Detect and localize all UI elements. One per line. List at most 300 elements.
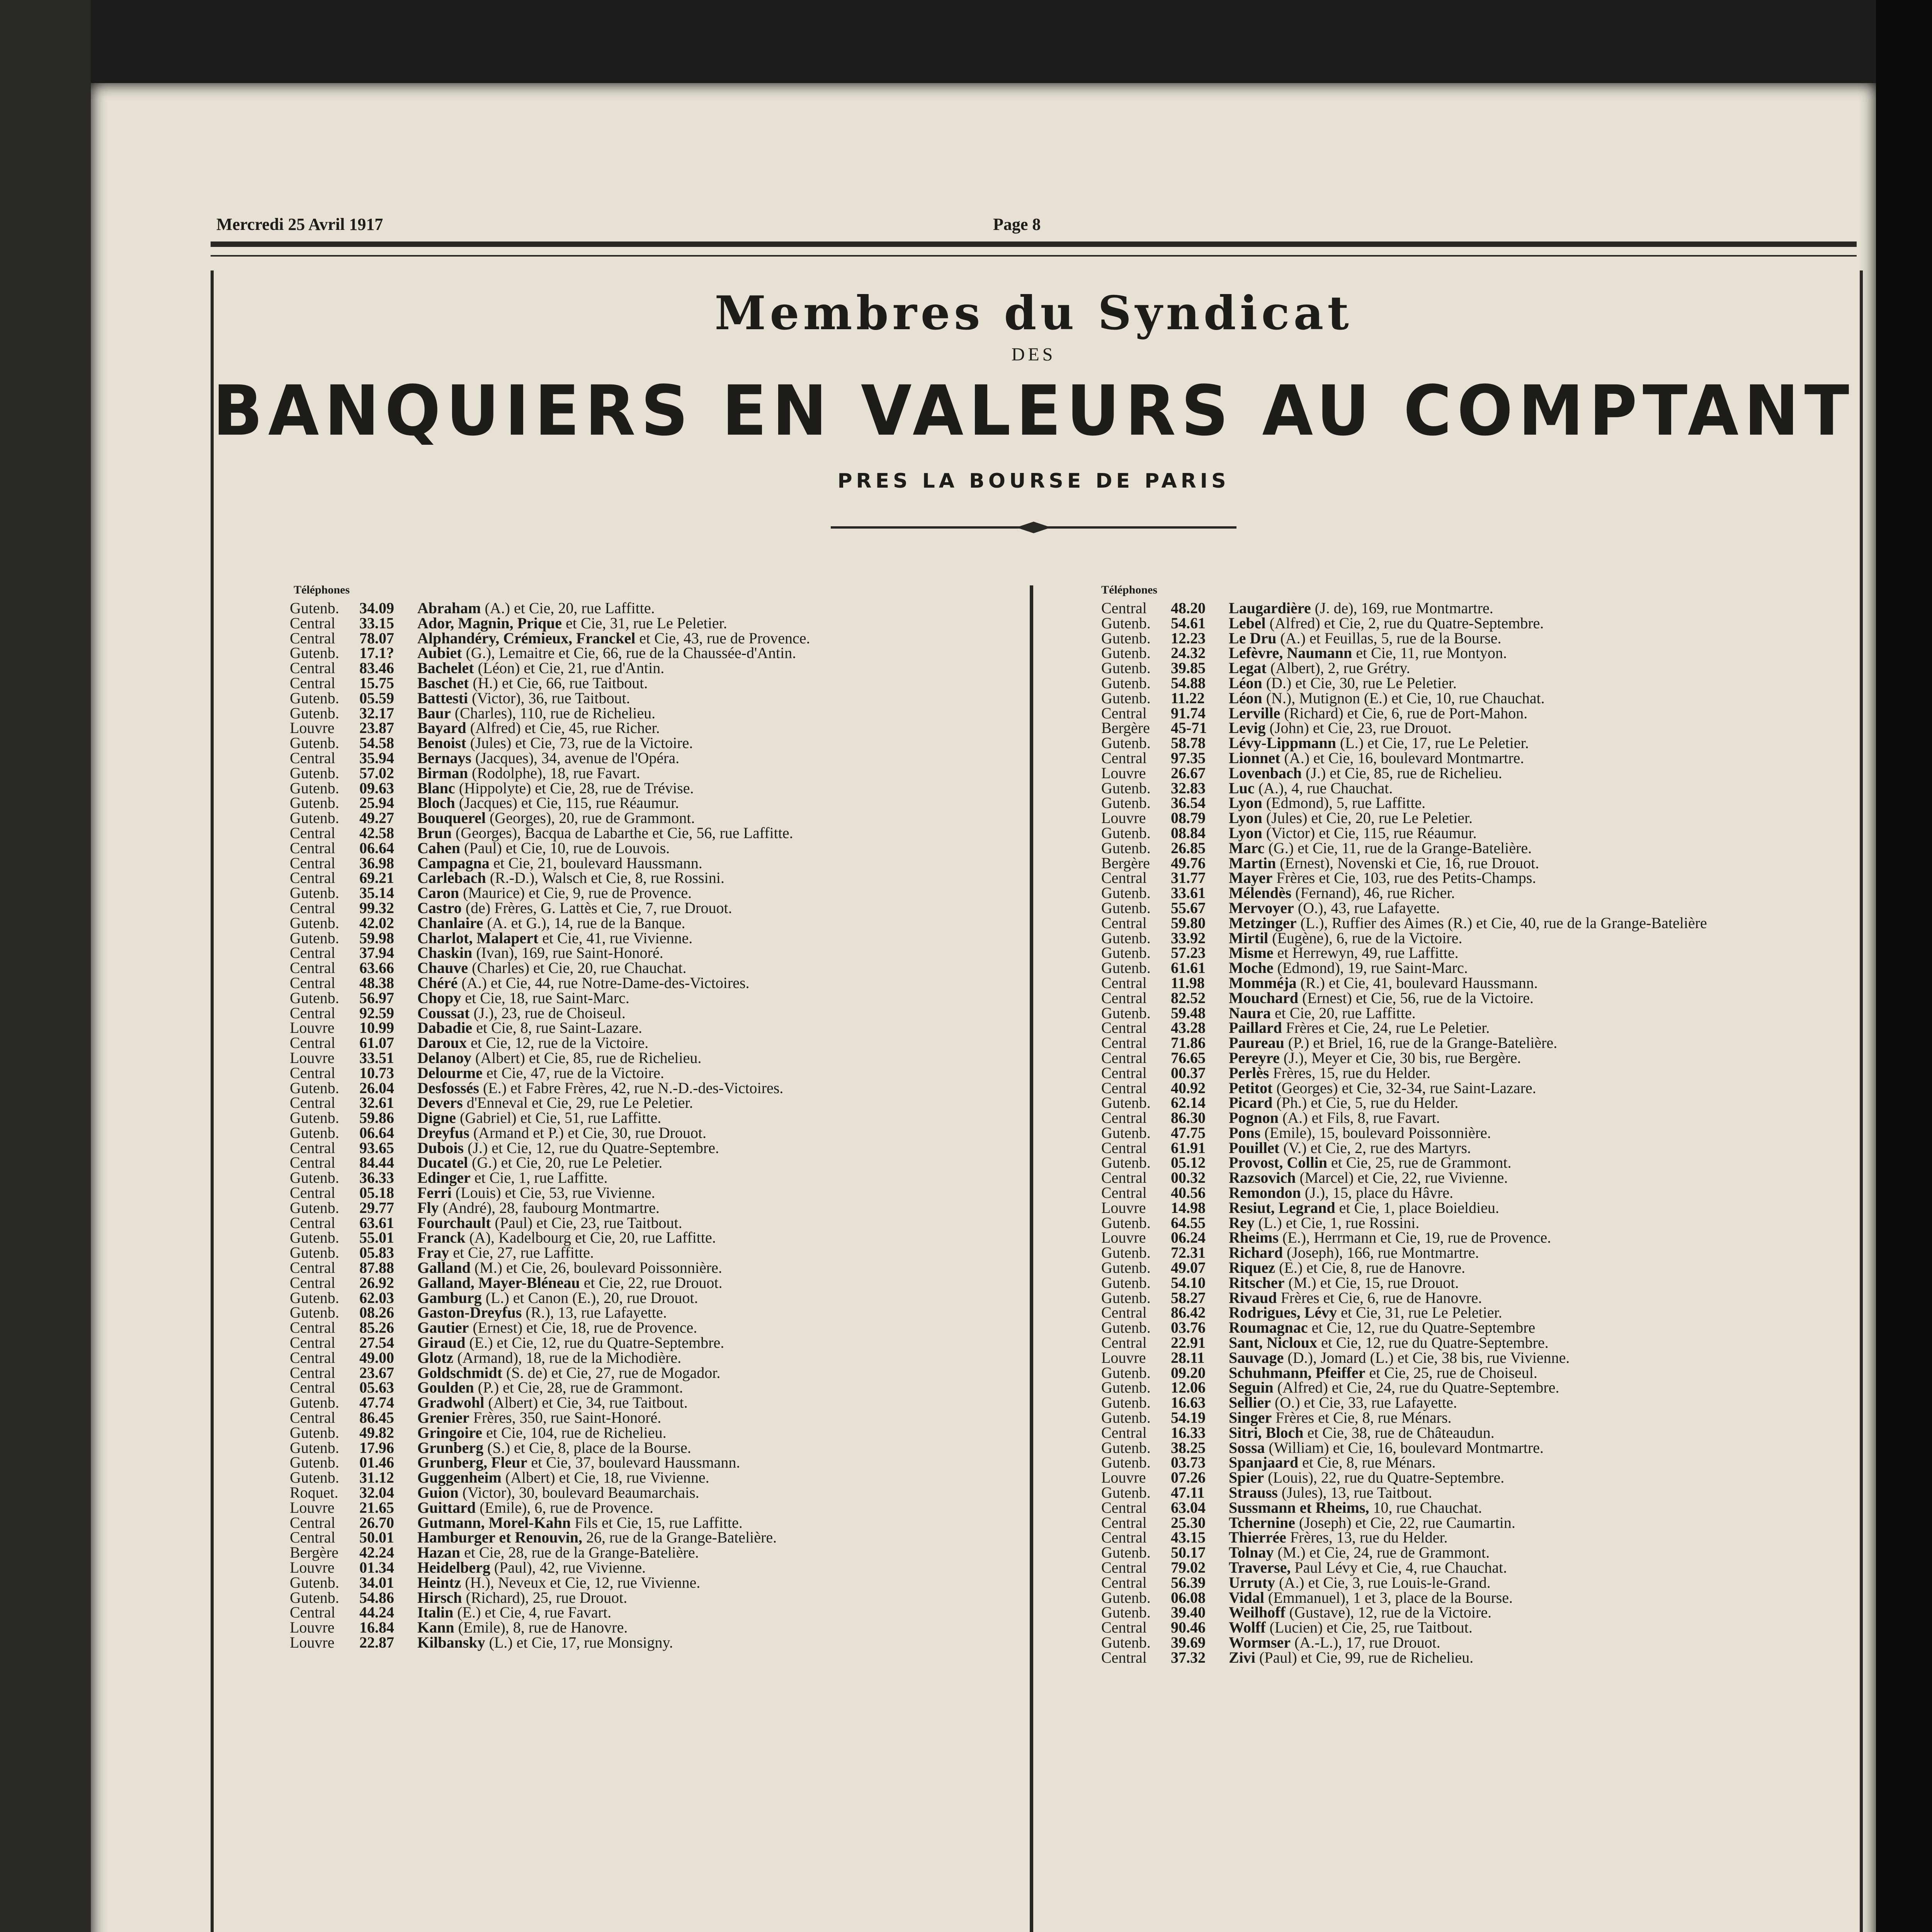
member-name: Momméja <box>1229 974 1297 992</box>
member-name: Dreyfus <box>417 1124 469 1141</box>
phone-number: 58.27 <box>1171 1289 1206 1306</box>
member-name: Roumagnac <box>1229 1319 1308 1337</box>
member-row <box>290 766 810 781</box>
member-address: (J. de), 169, rue Montmartre. <box>1315 599 1493 617</box>
exchange: Central <box>1101 1109 1147 1127</box>
phone-number: 25.30 <box>1171 1514 1206 1531</box>
phone-number: 26.70 <box>359 1514 394 1531</box>
member-address: (R.), 13, rue Lafayette. <box>526 1304 667 1321</box>
member-row <box>1101 1560 1707 1575</box>
member-name: Lefèvre, Naumann <box>1229 644 1352 662</box>
member-address: d'Enneval et Cie, 29, rue Le Peletier. <box>466 1094 693 1112</box>
phone-number: 54.10 <box>1171 1274 1206 1291</box>
phone-number: 25.94 <box>359 794 394 812</box>
member-address: et Cie, 8, rue Ménars. <box>1302 1454 1436 1471</box>
phone-number: 16.84 <box>359 1619 394 1636</box>
phone-number: 36.98 <box>359 854 394 872</box>
exchange: Gutenb. <box>1101 1244 1151 1262</box>
phone-number: 17.1? <box>359 644 394 662</box>
member-name: Chauve <box>417 959 468 977</box>
member-name: Gaston-Dreyfus <box>417 1304 522 1321</box>
member-name: Hirsch <box>417 1588 462 1606</box>
member-address: (H.), Neveux et Cie, 12, rue Vivienne. <box>465 1573 701 1591</box>
member-row <box>1101 916 1707 931</box>
member-name: Weilhoff <box>1229 1604 1286 1621</box>
phone-number: 01.46 <box>359 1454 394 1471</box>
member-row <box>290 1395 810 1410</box>
member-row <box>290 1620 810 1635</box>
phone-number: 09.63 <box>359 779 394 797</box>
exchange: Gutenb. <box>1101 659 1151 677</box>
exchange: Gutenb. <box>1101 929 1151 947</box>
phone-number: 63.61 <box>359 1214 394 1231</box>
member-row <box>1101 721 1707 736</box>
members-column-right <box>1101 601 1707 1665</box>
phone-number: 39.85 <box>1171 659 1206 677</box>
member-name: Léon <box>1229 674 1262 692</box>
member-row <box>290 1440 810 1456</box>
member-row <box>1101 646 1707 661</box>
member-row <box>1101 1141 1707 1156</box>
member-name: Heidelberg <box>417 1559 490 1576</box>
phone-number: 26.04 <box>359 1079 394 1097</box>
phone-number: 05.18 <box>359 1184 394 1202</box>
member-row <box>1101 1485 1707 1500</box>
member-row <box>290 1635 810 1650</box>
phone-number: 35.94 <box>359 749 394 767</box>
member-row <box>1101 1245 1707 1260</box>
member-row <box>1101 1650 1707 1665</box>
phone-number: 08.79 <box>1171 809 1206 827</box>
phone-number: 48.38 <box>359 974 394 992</box>
phone-number: 84.44 <box>359 1154 394 1172</box>
member-address: et Cie, 18, rue Saint-Marc. <box>465 989 629 1007</box>
exchange: Central <box>290 1034 335 1052</box>
exchange: Gutenb. <box>290 884 339 902</box>
member-row <box>290 1470 810 1485</box>
member-row <box>290 1006 810 1021</box>
exchange: Central <box>290 614 335 632</box>
exchange: Gutenb. <box>1101 1124 1151 1141</box>
phone-number: 87.88 <box>359 1259 394 1277</box>
member-name: Chopy <box>417 989 461 1007</box>
member-row <box>1101 1320 1707 1335</box>
member-address: et Cie, 37, boulevard Haussmann. <box>531 1454 740 1471</box>
exchange: Central <box>1101 1498 1147 1516</box>
phone-number: 06.08 <box>1171 1588 1206 1606</box>
title-membres: Membres du Syndicat <box>714 286 1353 340</box>
member-name: Italin <box>417 1604 454 1621</box>
member-address: (A.) et Cie, 16, boulevard Montmartre. <box>1284 749 1524 767</box>
member-name: Mervoyer <box>1229 899 1294 917</box>
member-name: Petitot <box>1229 1079 1273 1097</box>
member-address: 10, rue Chauchat. <box>1373 1498 1482 1516</box>
exchange: Central <box>1101 1334 1147 1352</box>
phone-number: 86.42 <box>1171 1304 1206 1321</box>
exchange: Louvre <box>290 1633 335 1651</box>
member-row <box>1101 1111 1707 1126</box>
member-address: (J.), 23, rue de Choiseul. <box>473 1004 626 1022</box>
member-address: (H.) et Cie, 66, rue Taitbout. <box>473 674 648 692</box>
member-address: (Victor), 36, rue Taitbout. <box>472 689 630 707</box>
member-name: Seguin <box>1229 1379 1274 1396</box>
exchange: Central <box>290 1334 335 1352</box>
member-row <box>290 1291 810 1306</box>
member-address: (N.), Mutignon (E.) et Cie, 10, rue Chauchat. <box>1266 689 1545 707</box>
phone-number: 49.82 <box>359 1423 394 1441</box>
phone-number: 12.06 <box>1171 1379 1206 1396</box>
member-address: (L.), Ruffier des Aimes (R.) et Cie, 40, rue de la Grange-Batelière <box>1300 914 1707 932</box>
member-row <box>1101 1066 1707 1081</box>
exchange: Central <box>290 1139 335 1156</box>
phone-number: 00.37 <box>1171 1064 1206 1082</box>
title-des: DES <box>1011 344 1056 365</box>
member-name: Laugardière <box>1229 599 1311 617</box>
scan-left-edge <box>0 0 91 1932</box>
phone-number: 31.77 <box>1171 869 1206 887</box>
member-address: (E.) et Cie, 8, rue de Hanovre. <box>1279 1259 1466 1277</box>
member-row <box>1101 1260 1707 1276</box>
exchange: Louvre <box>290 719 335 737</box>
member-name: Coussat <box>417 1004 470 1022</box>
member-row <box>1101 886 1707 901</box>
phone-number: 86.30 <box>1171 1109 1206 1127</box>
phone-number: 26.85 <box>1171 839 1206 857</box>
member-name: Legat <box>1229 659 1267 677</box>
phone-number: 82.52 <box>1171 989 1206 1007</box>
phone-number: 49.00 <box>359 1349 394 1366</box>
member-name: Picard <box>1229 1094 1273 1112</box>
exchange: Gutenb. <box>1101 614 1151 632</box>
exchange: Central <box>290 674 335 692</box>
exchange: Gutenb. <box>290 989 339 1007</box>
exchange: Gutenb. <box>1101 779 1151 797</box>
member-address: (E.) et Cie, 4, rue Favart. <box>457 1604 612 1621</box>
member-address: (O.) et Cie, 33, rue Lafayette. <box>1274 1394 1457 1412</box>
member-row <box>1101 826 1707 841</box>
exchange: Gutenb. <box>290 1079 339 1097</box>
phone-number: 48.20 <box>1171 599 1206 617</box>
member-row <box>1101 1335 1707 1350</box>
member-address: et Cie, 11, rue Montyon. <box>1356 644 1507 662</box>
member-name: Metzinger <box>1229 914 1297 932</box>
member-name: Léon <box>1229 689 1262 707</box>
exchange: Central <box>1101 599 1147 617</box>
member-address: et Cie, 1, rue Laffitte. <box>474 1169 608 1187</box>
member-row <box>290 1366 810 1381</box>
member-address: (Ernest), Novenski et Cie, 16, rue Drouot. <box>1280 854 1539 872</box>
exchange: Central <box>290 1364 335 1381</box>
member-address: (Gustave), 12, rue de la Victoire. <box>1289 1604 1492 1621</box>
member-address: Frères et Cie, 24, rue Le Peletier. <box>1286 1019 1490 1037</box>
exchange: Louvre <box>290 1049 335 1066</box>
phone-number: 43.15 <box>1171 1529 1206 1546</box>
member-name: Tolnay <box>1229 1544 1274 1561</box>
member-row <box>1101 1006 1707 1021</box>
exchange: Gutenb. <box>1101 689 1151 707</box>
member-row <box>290 1590 810 1605</box>
member-name: Perlès <box>1229 1064 1269 1082</box>
member-row <box>290 1126 810 1141</box>
member-name: Aubiet <box>417 644 462 662</box>
member-row <box>290 1081 810 1096</box>
member-address: et Cie, 1, place Boieldieu. <box>1339 1199 1499 1216</box>
member-name: Spier <box>1229 1469 1264 1486</box>
phone-number: 38.25 <box>1171 1439 1206 1456</box>
member-address: (M.) et Cie, 15, rue Drouot. <box>1288 1274 1459 1291</box>
phone-number: 97.35 <box>1171 749 1206 767</box>
member-address: et Cie, 12, rue du Quatre-Septembre <box>1311 1319 1536 1337</box>
member-row <box>290 1216 810 1231</box>
exchange: Central <box>290 959 335 977</box>
member-address: (A.) et Fils, 8, rue Favart. <box>1282 1109 1440 1127</box>
member-name: Moche <box>1229 959 1274 977</box>
exchange: Central <box>290 839 335 857</box>
phone-number: 16.33 <box>1171 1423 1206 1441</box>
member-name: Martin <box>1229 854 1276 872</box>
phone-number: 03.73 <box>1171 1454 1206 1471</box>
member-row <box>1101 766 1707 781</box>
member-name: Lyon <box>1229 794 1262 812</box>
exchange: Gutenb. <box>290 1573 339 1591</box>
column-divider <box>1030 585 1033 1932</box>
exchange: Gutenb. <box>1101 674 1151 692</box>
member-name: Alphandéry, Crémieux, Franckel <box>417 629 636 647</box>
member-row <box>290 1051 810 1066</box>
member-row <box>290 1350 810 1366</box>
member-name: Rodrigues, Lévy <box>1229 1304 1337 1321</box>
member-row <box>1101 796 1707 811</box>
exchange: Central <box>1101 1619 1147 1636</box>
phone-number: 28.11 <box>1171 1349 1205 1366</box>
member-row <box>290 841 810 856</box>
exchange: Gutenb. <box>290 1469 339 1486</box>
member-row <box>290 826 810 841</box>
member-name: Ferri <box>417 1184 452 1202</box>
member-name: Rheims <box>1229 1229 1279 1247</box>
member-row <box>1101 781 1707 796</box>
member-name: Gamburg <box>417 1289 482 1306</box>
member-name: Guion <box>417 1484 459 1502</box>
exchange: Gutenb. <box>1101 794 1151 812</box>
exchange: Gutenb. <box>290 1439 339 1456</box>
member-row <box>1101 1201 1707 1216</box>
phone-number: 10.73 <box>359 1064 394 1082</box>
member-address: Paul Lévy et Cie, 4, rue Chauchat. <box>1294 1559 1507 1576</box>
member-address: (Paul) et Cie, 99, rue de Richelieu. <box>1259 1648 1474 1666</box>
member-name: Blanc <box>417 779 455 797</box>
exchange: Gutenb. <box>1101 944 1151 962</box>
member-address: (Emile), 8, rue de Hanovre. <box>458 1619 628 1636</box>
phone-number: 50.01 <box>359 1529 394 1546</box>
phone-number: 93.65 <box>359 1139 394 1156</box>
member-row <box>290 1575 810 1590</box>
member-address: (Albert) et Cie, 18, rue Vivienne. <box>505 1469 709 1486</box>
exchange: Central <box>1101 749 1147 767</box>
member-address: (P.) et Cie, 28, rue de Grammont. <box>478 1379 683 1396</box>
member-name: Chaskin <box>417 944 473 962</box>
exchange: Central <box>290 974 335 992</box>
member-address: et Cie, 8, rue Saint-Lazare. <box>476 1019 643 1037</box>
exchange: Gutenb. <box>1101 1274 1151 1291</box>
member-name: Thierrée <box>1229 1529 1286 1546</box>
member-row <box>1101 706 1707 721</box>
exchange: Central <box>290 1514 335 1531</box>
exchange: Central <box>290 659 335 677</box>
phone-number: 11.98 <box>1171 974 1205 992</box>
member-name: Wolff <box>1229 1619 1266 1636</box>
phone-number: 62.03 <box>359 1289 394 1306</box>
exchange: Central <box>290 1319 335 1337</box>
phone-number: 47.74 <box>359 1394 394 1412</box>
member-address: (André), 28, faubourg Montmartre. <box>442 1199 660 1216</box>
exchange: Gutenb. <box>1101 629 1151 647</box>
member-name: Lévy-Lippmann <box>1229 734 1336 752</box>
exchange: Central <box>290 1604 335 1621</box>
member-row <box>1101 1590 1707 1605</box>
phone-number: 03.76 <box>1171 1319 1206 1337</box>
member-name: Grunberg <box>417 1439 484 1456</box>
member-name: Sant, Nicloux <box>1229 1334 1317 1352</box>
phone-number: 40.92 <box>1171 1079 1206 1097</box>
member-name: Abraham <box>417 599 481 617</box>
member-address: et Cie, 12, rue de la Victoire. <box>471 1034 649 1052</box>
phone-number: 72.31 <box>1171 1244 1206 1262</box>
phone-number: 26.92 <box>359 1274 394 1291</box>
member-row <box>1101 1545 1707 1560</box>
exchange: Central <box>1101 869 1147 887</box>
member-row <box>290 901 810 916</box>
page-number: Page 8 <box>993 215 1041 234</box>
member-name: Lionnet <box>1229 749 1281 767</box>
phone-number: 34.09 <box>359 599 394 617</box>
member-row <box>1101 1395 1707 1410</box>
phone-number: 32.17 <box>359 704 394 722</box>
phone-number: 05.63 <box>359 1379 394 1396</box>
title-bourse: PRES LA BOURSE DE PARIS <box>837 469 1230 493</box>
member-row <box>290 1185 810 1201</box>
member-address: (Paul), 42, rue Vivienne. <box>494 1559 646 1576</box>
member-name: Bouquerel <box>417 809 486 827</box>
member-name: Battesti <box>417 689 468 707</box>
phone-number: 37.94 <box>359 944 394 962</box>
member-row <box>290 1260 810 1276</box>
member-address: et Cie, 21, boulevard Haussmann. <box>493 854 702 872</box>
member-address: (Jacques), 34, avenue de l'Opéra. <box>475 749 680 767</box>
member-address: (A), Kadelbourg et Cie, 20, rue Laffitte. <box>469 1229 716 1247</box>
member-name: Gringoire <box>417 1423 483 1441</box>
member-name: Guggenheim <box>417 1469 502 1486</box>
member-name: Rivaud <box>1229 1289 1277 1306</box>
phone-number: 26.67 <box>1171 764 1206 782</box>
exchange: Central <box>1101 1573 1147 1591</box>
exchange: Central <box>290 944 335 962</box>
phone-number: 06.64 <box>359 839 394 857</box>
member-row <box>1101 1276 1707 1291</box>
member-row <box>1101 1051 1707 1066</box>
phone-number: 32.61 <box>359 1094 394 1112</box>
member-name: Chéré <box>417 974 458 992</box>
phone-number: 59.48 <box>1171 1004 1206 1022</box>
member-row <box>1101 1440 1707 1456</box>
member-name: Mélendès <box>1229 884 1292 902</box>
member-row <box>290 1036 810 1051</box>
member-name: Bayard <box>417 719 466 737</box>
member-name: Delanoy <box>417 1049 471 1066</box>
member-address: Fils et Cie, 15, rue Laffitte. <box>575 1514 743 1531</box>
member-row <box>1101 1230 1707 1245</box>
phone-number: 10.99 <box>359 1019 394 1037</box>
member-address: et Cie, 22, rue Drouot. <box>583 1274 723 1291</box>
member-address: (Louis) et Cie, 53, rue Vivienne. <box>455 1184 655 1202</box>
member-name: Carlebach <box>417 869 486 887</box>
phone-number: 33.61 <box>1171 884 1206 902</box>
member-name: Benoist <box>417 734 466 752</box>
phone-number: 71.86 <box>1171 1034 1206 1052</box>
member-name: Franck <box>417 1229 466 1247</box>
member-name: Heintz <box>417 1573 461 1591</box>
member-row <box>290 811 810 826</box>
member-address: (E.) et Fabre Frères, 42, rue N.-D.-des-Victoires. <box>483 1079 784 1097</box>
member-row <box>1101 1605 1707 1620</box>
telephones-header-right: Téléphones <box>1101 583 1158 596</box>
member-name: Campagna <box>417 854 490 872</box>
member-address: (de) Frères, G. Lattès et Cie, 7, rue Drouot. <box>465 899 732 917</box>
member-name: Le Dru <box>1229 629 1277 647</box>
exchange: Bergère <box>1101 854 1150 872</box>
member-address: (Georges) et Cie, 32-34, rue Saint-Lazare. <box>1276 1079 1536 1097</box>
member-address: et Cie, 38, rue de Châteaudun. <box>1307 1423 1495 1441</box>
phone-number: 49.07 <box>1171 1259 1206 1277</box>
member-name: Glotz <box>417 1349 454 1366</box>
phone-number: 49.76 <box>1171 854 1206 872</box>
member-row <box>1101 1470 1707 1485</box>
exchange: Gutenb. <box>290 1109 339 1127</box>
phone-number: 83.46 <box>359 659 394 677</box>
member-address: (Armand et P.) et Cie, 30, rue Drouot. <box>473 1124 707 1141</box>
exchange: Gutenb. <box>1101 644 1151 662</box>
exchange: Central <box>290 869 335 887</box>
member-name: Lyon <box>1229 824 1262 842</box>
exchange: Central <box>1101 1514 1147 1531</box>
member-name: Misme <box>1229 944 1274 962</box>
member-name: Richard <box>1229 1244 1283 1262</box>
exchange: Gutenb. <box>1101 1214 1151 1231</box>
exchange: Central <box>1101 1064 1147 1082</box>
member-address: (Jacques) et Cie, 115, rue Réaumur. <box>459 794 679 812</box>
member-name: Dabadie <box>417 1019 473 1037</box>
phone-number: 07.26 <box>1171 1469 1206 1486</box>
member-address: Frères et Cie, 6, rue de Hanovre. <box>1281 1289 1482 1306</box>
phone-number: 54.88 <box>1171 674 1206 692</box>
member-row <box>1101 1020 1707 1036</box>
member-row <box>290 871 810 886</box>
member-address: (Emmanuel), 1 et 3, place de la Bourse. <box>1268 1588 1513 1606</box>
exchange: Gutenb. <box>290 1124 339 1141</box>
member-name: Dubois <box>417 1139 464 1156</box>
phone-number: 57.23 <box>1171 944 1206 962</box>
member-address: (Ernest) et Cie, 18, rue de Provence. <box>473 1319 697 1337</box>
member-row <box>290 616 810 631</box>
member-address: (Alfred) et Cie, 24, rue du Quatre-Septembre. <box>1277 1379 1560 1396</box>
exchange: Central <box>1101 1648 1147 1666</box>
member-row <box>290 1111 810 1126</box>
phone-number: 49.27 <box>359 809 394 827</box>
exchange: Louvre <box>290 1619 335 1636</box>
member-row <box>290 916 810 931</box>
member-address: (E.), Herrmann et Cie, 19, rue de Provence. <box>1282 1229 1551 1247</box>
exchange: Louvre <box>1101 1229 1146 1247</box>
